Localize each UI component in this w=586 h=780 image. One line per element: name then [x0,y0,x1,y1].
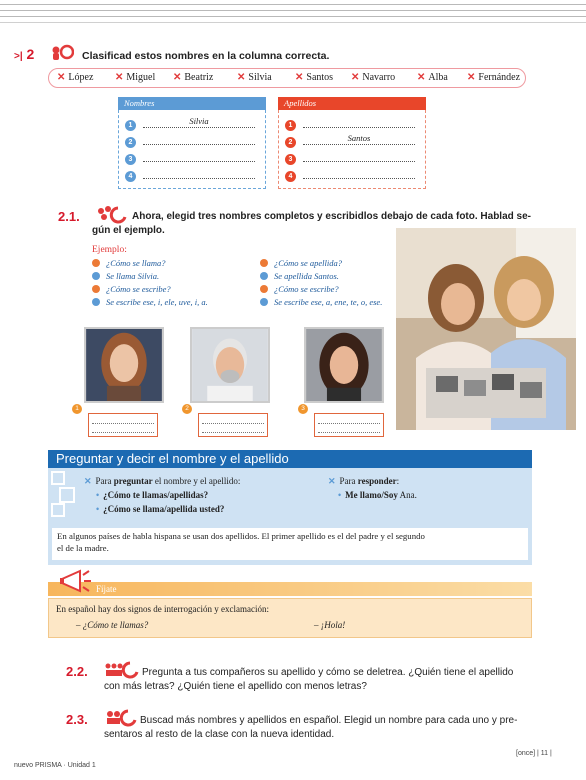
pair-work-icon [104,708,138,728]
example-line: Se apellida Santos. [260,271,339,281]
answer-intro: ✕ Para responder: [328,476,400,486]
header-line [0,16,586,17]
exercise-2-instruction: Clasificad estos nombres en la columna correcta. [82,50,330,62]
ask-intro: ✕ Para preguntar el nombre y el apellido: [84,476,241,486]
exercise-2-1-number: 2.1. [58,209,80,224]
orange-bullet-icon [260,259,268,267]
exercise-2-3-line1: Buscad más nombres y apellidos en español. Elegid un nombre para cada uno y pre- [140,715,518,726]
girls-photo [396,228,576,430]
header-line [0,22,586,23]
exercise-2-2-line2: con más letras? ¿Quién tiene el apellido con menos letras? [104,681,367,692]
group-work-icon [96,205,128,225]
header-line [0,4,586,5]
photo-young-woman [84,327,164,403]
orange-bullet-icon [260,285,268,293]
class-work-icon [104,660,140,680]
exercise-2-3-number: 2.3. [66,712,88,727]
footer-right: [once] | 11 | [516,750,552,757]
exercise-2-2-number: 2.2. [66,664,88,679]
row-number: 4 [285,171,296,182]
answer-example-1: • Me llamo/Soy Ana. [338,490,417,500]
example-line: ¿Cómo se escribe? [260,284,339,294]
header-line [0,10,586,11]
grammar-note-line2: el de la madre. [57,543,109,553]
nombres-table [118,97,266,189]
ask-example-2: • ¿Cómo se llama/apellida usted? [96,504,225,514]
exercise-2-1-instruction-line2: gún el ejemplo. [92,225,165,236]
photo-older-man [190,327,270,403]
example-line: ¿Cómo se apellida? [260,258,342,268]
name-chip: ✕ Miguel [115,72,156,83]
fijate-bar [48,582,532,596]
example-line: Se llama Silvia. [92,271,159,281]
row-number: 4 [125,171,136,182]
apellidos-row-2[interactable]: Santos [303,133,415,145]
photo-number: 2 [182,404,192,414]
answer-box-1[interactable] [88,413,158,437]
example-line: ¿Cómo se llama? [92,258,166,268]
exercise-2-number: 2 [26,46,35,62]
name-chip: ✕ Silvia [237,72,272,83]
nombres-row-3[interactable] [143,150,255,162]
name-chip: ✕ Santos [295,72,334,83]
decorative-squares-icon [50,470,80,520]
fijate-title: Fíjate [96,584,117,594]
blue-bullet-icon [260,298,268,306]
apellidos-row-1[interactable] [303,116,415,128]
apellidos-row-4[interactable] [303,167,415,179]
blue-bullet-icon [92,298,100,306]
pair-work-icon [50,44,74,62]
nombres-row-2[interactable] [143,133,255,145]
grammar-note [52,528,528,560]
name-chip: ✕ Fernández [467,72,521,83]
names-bar [48,68,526,88]
ask-example-1: • ¿Cómo te llamas/apellidas? [96,490,209,500]
grammar-note-line1: En algunos países de habla hispana se usan dos apellidos. El primer apellido es el del padre y el segundo [57,531,425,541]
name-chip: ✕ López [57,72,94,83]
name-chip: ✕ Beatriz [173,72,214,83]
fijate-text: En español hay dos signos de interrogación y exclamación: [56,604,269,614]
fijate-example-2: – ¡Hola! [314,620,346,630]
example-title: Ejemplo: [92,245,127,255]
row-number: 3 [285,154,296,165]
answer-box-2[interactable] [198,413,268,437]
blue-bullet-icon [92,272,100,280]
example-line: Se escribe ese, i, ele, uve, i, a. [92,297,208,307]
footer-left: nuevo PRISMA · Unidad 1 [14,762,96,769]
example-line: ¿Cómo se escribe? [92,284,171,294]
photo-dark-hair-woman [304,327,384,403]
photo-number: 3 [298,404,308,414]
megaphone-icon [58,567,92,595]
row-number: 2 [125,137,136,148]
name-chip: ✕ Navarro [351,72,396,83]
row-number: 1 [285,120,296,131]
orange-bullet-icon [92,285,100,293]
fijate-example-1: – ¿Cómo te llamas? [76,620,149,630]
orange-bullet-icon [92,259,100,267]
row-number: 2 [285,137,296,148]
grammar-title: Preguntar y decir el nombre y el apellido [48,450,532,468]
exercise-2-1-instruction-line1: Ahora, elegid tres nombres completos y escribidlos debajo de cada foto. Hablad se- [132,211,531,222]
nombres-header: Nombres [118,97,266,110]
apellidos-header: Apellidos [278,97,426,110]
photo-number: 1 [72,404,82,414]
exercise-number: >| 2 [14,46,35,62]
apellidos-row-3[interactable] [303,150,415,162]
exercise-2-2-line1: Pregunta a tus compañeros su apellido y cómo se deletrea. ¿Quién tiene el apellido [142,667,514,678]
blue-bullet-icon [260,272,268,280]
example-line: Se escribe ese, a, ene, te, o, ese. [260,297,382,307]
name-chip: ✕ Alba [417,72,448,83]
row-number: 1 [125,120,136,131]
exercise-2-3-line2: sentaros al resto de la clase con la nueva identidad. [104,729,335,740]
apellidos-table [278,97,426,189]
row-number: 3 [125,154,136,165]
nombres-row-4[interactable] [143,167,255,179]
answer-box-3[interactable] [314,413,384,437]
nombres-row-1[interactable]: Silvia [143,116,255,128]
